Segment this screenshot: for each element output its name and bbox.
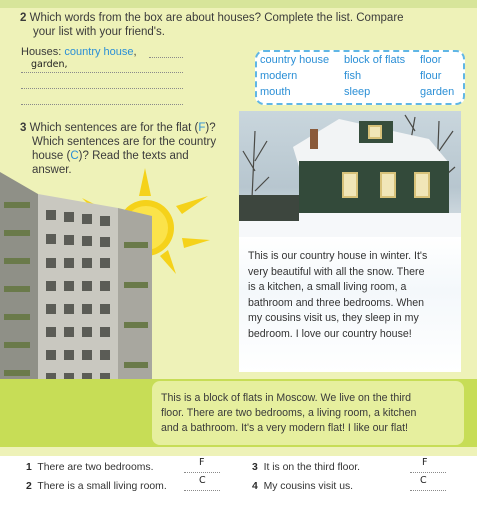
exercise-3-line2: Which sentences are for the country bbox=[32, 136, 217, 148]
exercise-2-line1: Which words from the box are about houses? Complete the list. Compare bbox=[29, 12, 404, 24]
country-text-line: is a kitchen, a small living room, a bbox=[248, 281, 407, 293]
word-fish: fish bbox=[344, 70, 362, 82]
exercise-3-line3-a: house ( bbox=[32, 150, 71, 162]
sentence-number: 2 bbox=[26, 481, 32, 492]
top-band bbox=[0, 0, 477, 8]
exercise-2-line2: your list with your friend's. bbox=[33, 26, 165, 38]
word-country-house: country house bbox=[260, 54, 330, 66]
houses-blank-3[interactable] bbox=[21, 88, 183, 89]
answer-2: C bbox=[199, 475, 206, 486]
flat-text-line: floor. There are two bedrooms, a living room, a kitchen bbox=[161, 407, 417, 419]
sentence-text: My cousins visit us. bbox=[263, 481, 354, 492]
answer-4: C bbox=[420, 475, 427, 486]
handwritten-answer-garden: garden, bbox=[31, 59, 68, 70]
exercise-2-instructions bbox=[20, 11, 460, 26]
word-modern: modern bbox=[260, 70, 298, 82]
houses-blank-1[interactable] bbox=[149, 57, 183, 58]
sentence-text: It is on the third floor. bbox=[263, 462, 361, 473]
flat-text-line: and a bathroom. It's a very modern flat! I like our flat! bbox=[161, 422, 408, 434]
sentence-2 bbox=[26, 481, 167, 492]
country-text-line: bathroom and three bedrooms. When bbox=[248, 296, 425, 309]
country-text-line: bedroom. I love our country house! bbox=[248, 327, 412, 340]
exercise-3-line3 bbox=[32, 149, 189, 164]
houses-label: Houses: bbox=[21, 46, 62, 58]
houses-blank-2[interactable] bbox=[21, 72, 183, 73]
sentence-number: 1 bbox=[26, 462, 32, 473]
word-block-of-flats: block of flats bbox=[344, 54, 406, 66]
flat-text bbox=[161, 391, 461, 436]
houses-example: country house bbox=[64, 46, 134, 58]
country-house-photo bbox=[239, 111, 461, 238]
country-text-line: This is our country house in winter. It's bbox=[248, 250, 428, 262]
sentence-text: There are two bedrooms. bbox=[37, 462, 154, 473]
answer-3: F bbox=[422, 457, 428, 468]
exercise-3-line1-b: )? bbox=[205, 122, 216, 134]
answer-blank-4[interactable] bbox=[410, 490, 446, 491]
exercise-2-number: 2 bbox=[20, 12, 27, 24]
exercise-3-line3-b: )? Read the texts and bbox=[78, 150, 189, 162]
sentence-text: There is a small living room. bbox=[37, 481, 167, 492]
word-floor: floor bbox=[420, 54, 442, 66]
exercise-3-line1-a: Which sentences are for the flat ( bbox=[29, 122, 199, 134]
word-mouth: mouth bbox=[260, 86, 291, 98]
houses-blank-4[interactable] bbox=[21, 104, 183, 105]
answer-blank-1[interactable] bbox=[184, 472, 220, 473]
country-text-line: very beautiful with all the snow. There bbox=[248, 265, 425, 278]
sentence-number: 3 bbox=[252, 462, 258, 473]
answer-blank-3[interactable] bbox=[410, 472, 446, 473]
country-house-text bbox=[248, 249, 453, 342]
flat-text-line: This is a block of flats in Moscow. We live on the third bbox=[161, 392, 412, 404]
sentence-3 bbox=[252, 462, 360, 473]
answer-blank-2[interactable] bbox=[184, 490, 220, 491]
sentence-4 bbox=[252, 481, 353, 492]
exercise-3-number: 3 bbox=[20, 122, 27, 134]
houses-sep: , bbox=[133, 46, 137, 58]
word-flour: flour bbox=[420, 70, 442, 82]
answer-1: F bbox=[199, 457, 205, 468]
country-text-line: my cousins visit us, they sleep in my bbox=[248, 312, 419, 324]
exercise-3-line4: answer. bbox=[32, 164, 72, 176]
letter-f: F bbox=[198, 122, 206, 134]
exercise-3-line1 bbox=[20, 121, 216, 136]
word-garden: garden bbox=[420, 86, 455, 98]
houses-list-label-line bbox=[21, 46, 137, 58]
sentence-1 bbox=[26, 462, 153, 473]
letter-c: C bbox=[70, 150, 79, 162]
sentence-number: 4 bbox=[252, 481, 258, 492]
word-sleep: sleep bbox=[344, 86, 371, 98]
